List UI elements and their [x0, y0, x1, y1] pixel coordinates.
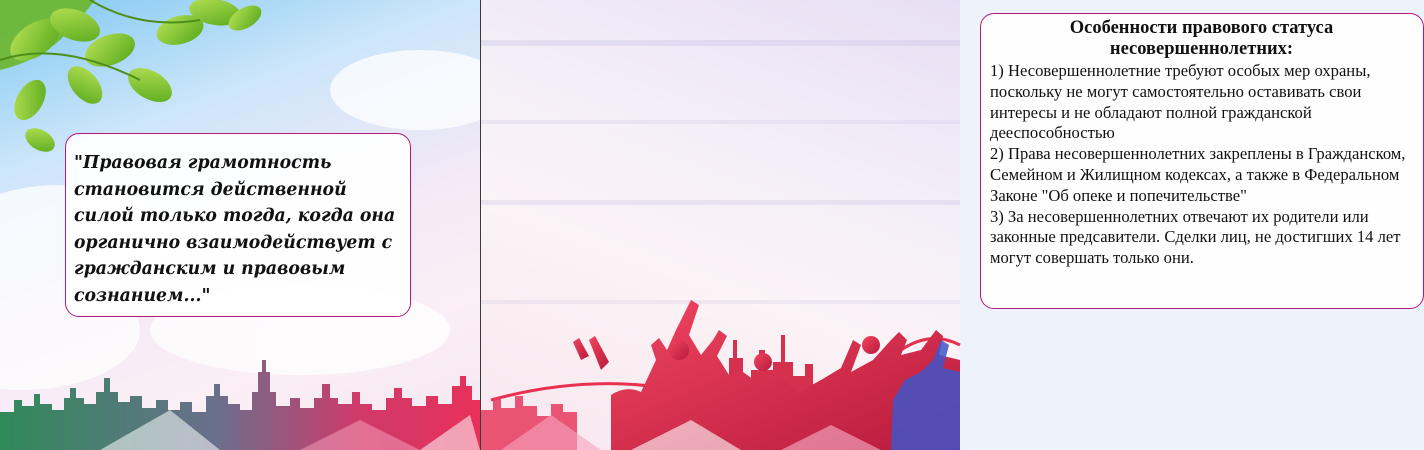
info-title: Особенности правового статуса несовершеннолетних: — [1069, 18, 1334, 59]
left-page — [0, 0, 480, 450]
right-page — [481, 0, 1406, 450]
info-item-1: 1) Несовершеннолетние требуют особых мер охраны, поскольку не могут самостоятельно оставивать свои интересы и не обладают полной гражданской дееспособностью — [990, 61, 1371, 143]
info-item-3: 3) За несовершеннолетних отвечают их родители или законные предсавители. Сделки лиц, не достигших 14 лет могут совершать только они. — [990, 206, 1401, 268]
paint-texture — [481, 40, 960, 304]
right-page-background — [481, 0, 960, 450]
quote-card — [65, 133, 411, 317]
info-card — [980, 13, 1424, 309]
quote-text: "Правовая грамотность становится действенной силой только тогда, когда она органично взаимодействует с гражданским и правовым сознанием..." — [74, 153, 396, 306]
info-item-2: 2) Права несовершеннолетних закреплены в Гражданском, Семейном и Жилищном кодексах, а также в Федеральном Законе "Об опеке и попечительстве" — [990, 144, 1406, 205]
